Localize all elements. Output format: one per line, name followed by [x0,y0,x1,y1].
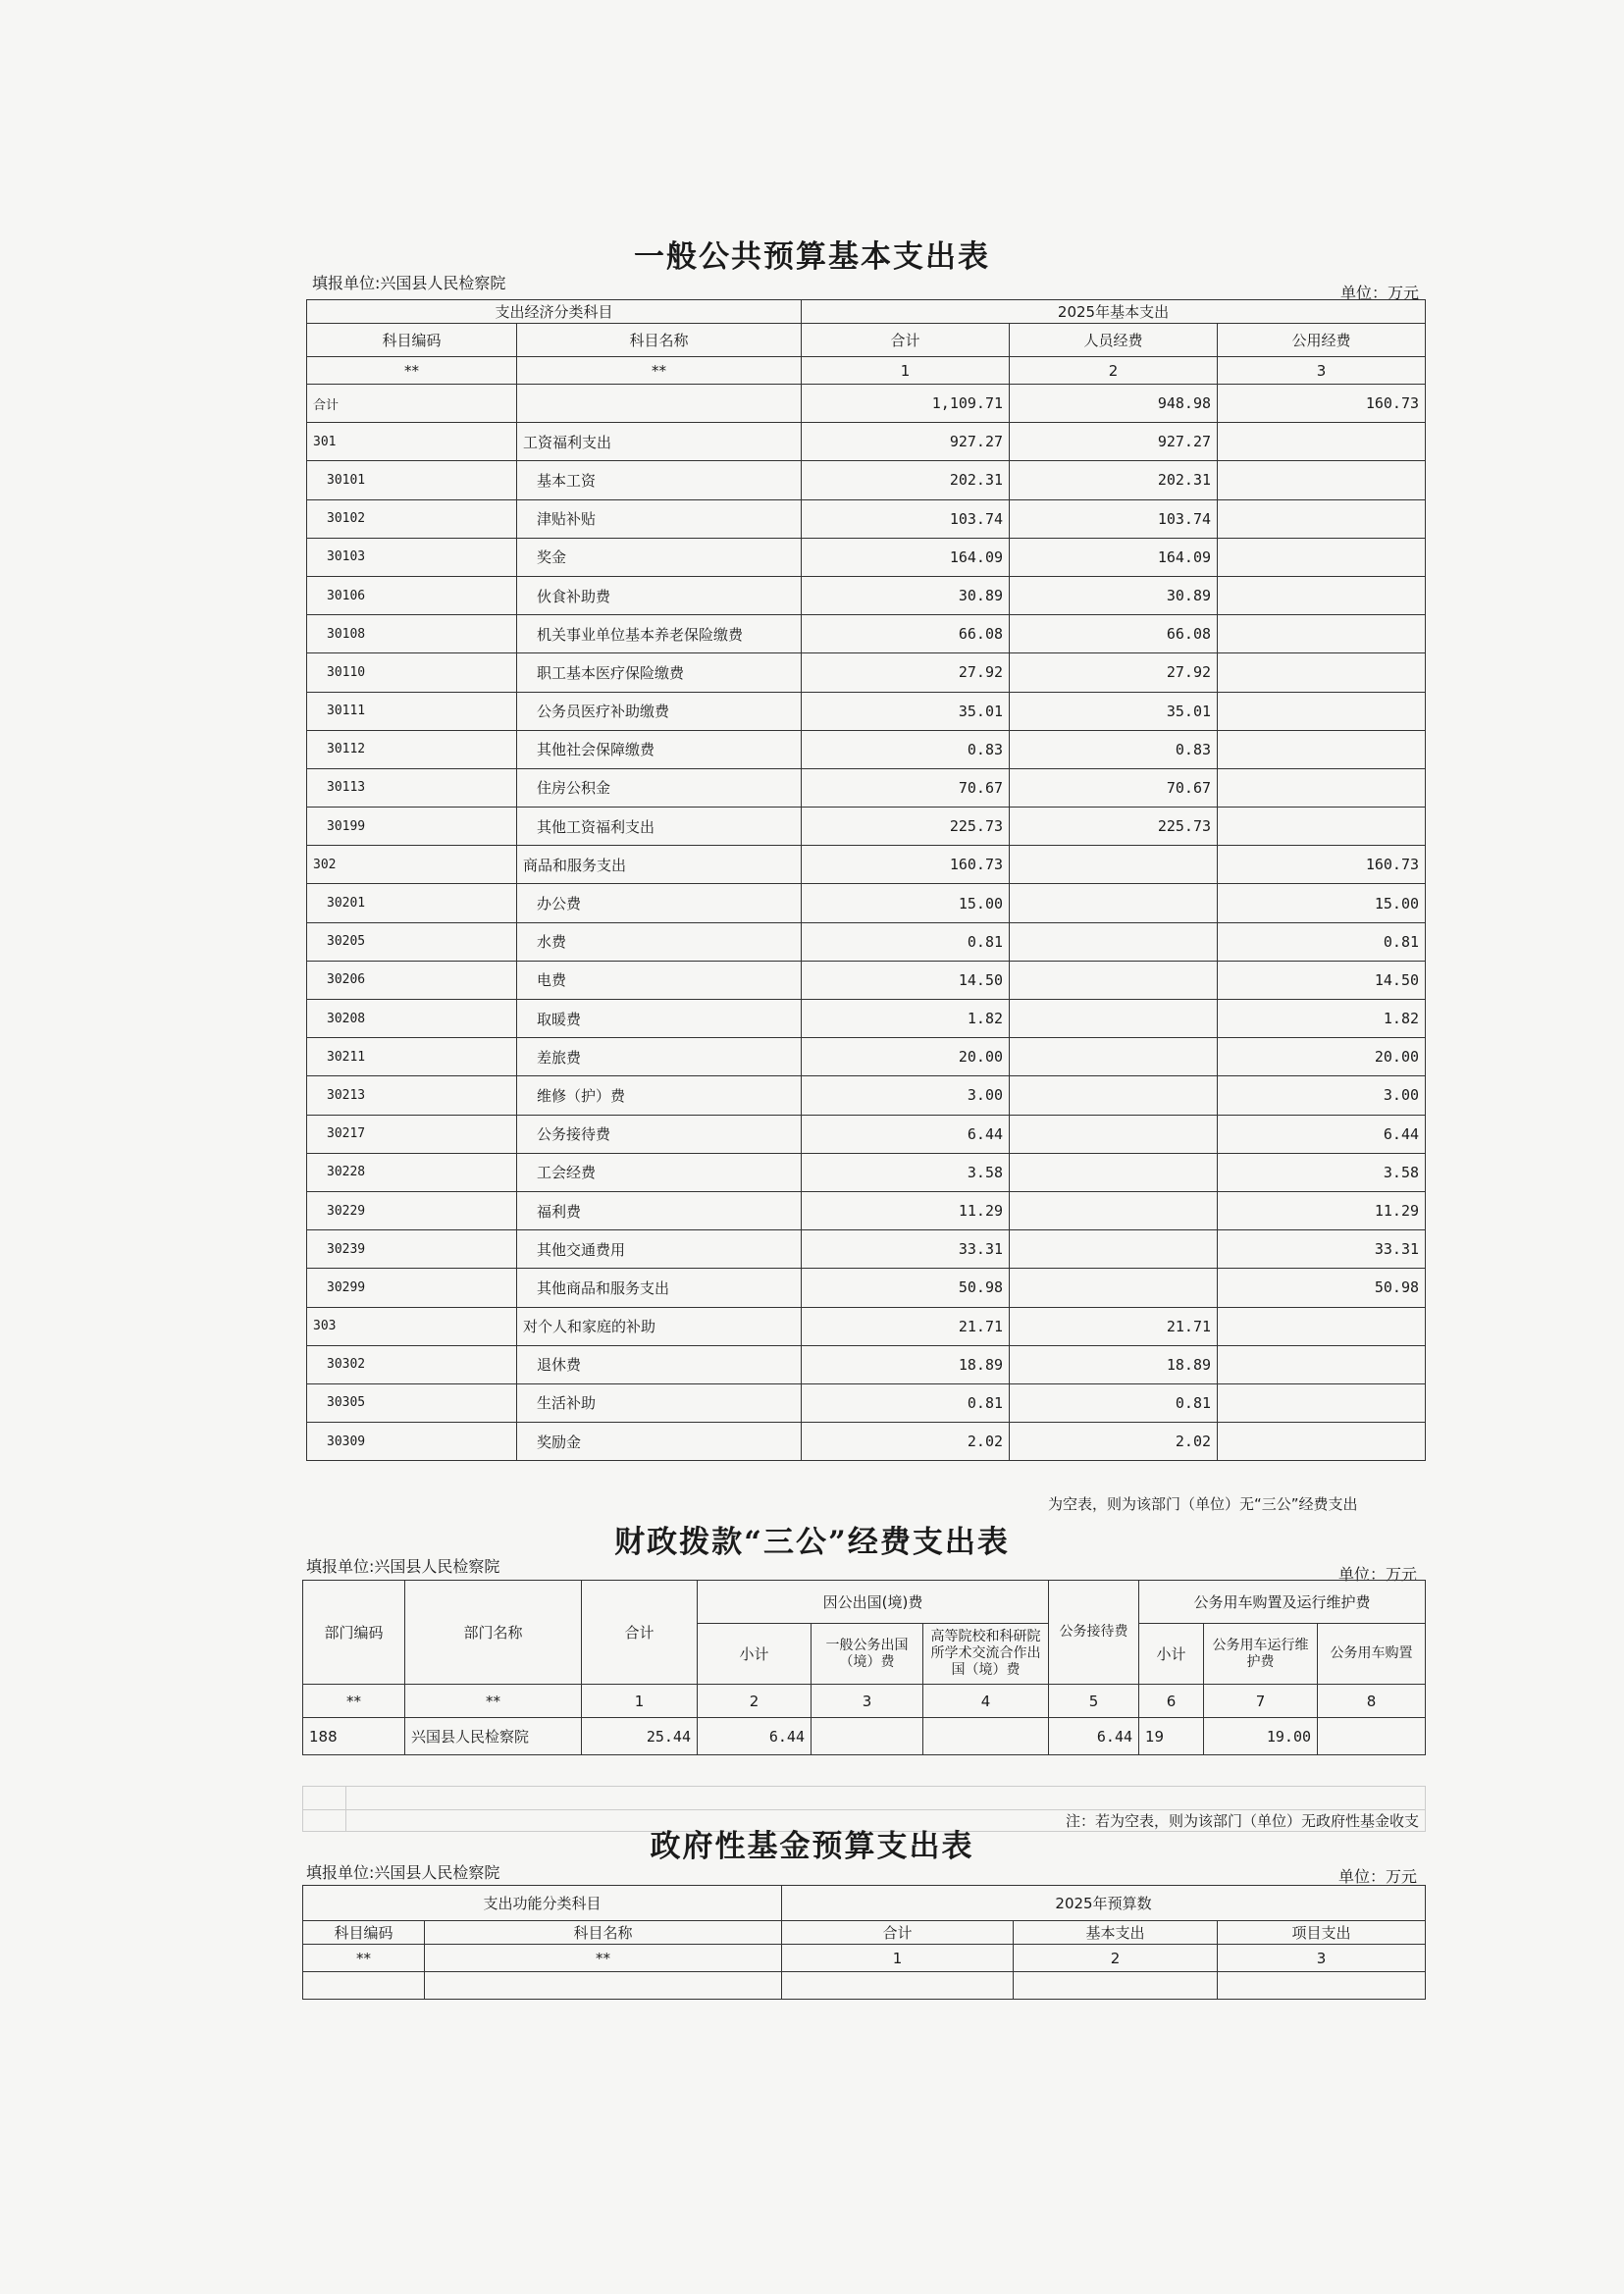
header-abroad-subtotal: 小计 [698,1624,812,1685]
subject-code: 30239 [307,1230,517,1269]
public-value: 3.58 [1218,1153,1426,1191]
personnel-value [1010,1230,1218,1269]
table3-title: 政府性基金预算支出表 [650,1829,974,1864]
index-2: 2 [1010,357,1218,385]
subject-name: 水费 [517,922,802,961]
total-value: 14.50 [802,961,1010,999]
public-value [1218,730,1426,768]
dept-code: 188 [303,1718,405,1755]
public-value: 1.82 [1218,1000,1426,1038]
public-value [1218,653,1426,692]
vehicle-purchase-value [1318,1718,1426,1755]
total-value: 21.71 [802,1307,1010,1345]
public-value [1218,1345,1426,1383]
table1-header-row-group [307,300,1426,324]
table-row [307,808,1426,846]
personnel-value: 66.08 [1010,615,1218,653]
table-row [307,922,1426,961]
subject-code: 合计 [307,385,517,423]
government-fund-budget-expenditure-table [302,1885,1426,2000]
subject-name: 退休费 [517,1345,802,1383]
public-value: 11.29 [1218,1191,1426,1229]
public-value: 0.81 [1218,922,1426,961]
public-value [1218,1423,1426,1461]
subject-code: 301 [307,423,517,461]
table3-empty-row [303,1972,1426,2000]
personnel-value [1010,884,1218,922]
subject-name: 职工基本医疗保险缴费 [517,653,802,692]
index-1: 1 [802,357,1010,385]
table2-header-row-1 [303,1581,1426,1624]
header-vehicle-operation: 公务用车运行维护费 [1204,1624,1318,1685]
abroad-subtotal-value: 6.44 [698,1718,812,1755]
total-value: 0.81 [802,922,1010,961]
empty-cell [425,1972,782,2000]
subject-name: 取暖费 [517,1000,802,1038]
personnel-value [1010,1076,1218,1115]
table-row [307,884,1426,922]
total-value: 11.29 [802,1191,1010,1229]
subject-name: 公务接待费 [517,1115,802,1153]
header-total: 合计 [582,1581,698,1685]
personnel-value: 35.01 [1010,692,1218,730]
personnel-value: 30.89 [1010,576,1218,614]
index-cell: 5 [1049,1685,1139,1718]
header-academic-abroad: 高等院校和科研院所学术交流合作出国（境）费 [923,1624,1049,1685]
table-row [307,653,1426,692]
table-row [307,1038,1426,1076]
header-basic-expenditure: 基本支出 [1014,1921,1218,1945]
total-value: 50.98 [802,1269,1010,1307]
table2-title: 财政拨款“三公”经费支出表 [614,1525,1010,1560]
public-value [1218,692,1426,730]
subject-name: 其他社会保障缴费 [517,730,802,768]
personnel-value: 0.83 [1010,730,1218,768]
vehicle-operation-value: 19.00 [1204,1718,1318,1755]
header-2025-budget: 2025年预算数 [782,1886,1426,1921]
header-subject-code: 科目编码 [303,1921,425,1945]
header-functional-classification: 支出功能分类科目 [303,1886,782,1921]
public-value [1218,1307,1426,1345]
subject-name: 工会经费 [517,1153,802,1191]
table1-header-row-columns [307,324,1426,357]
header-subject-name: 科目名称 [517,324,802,357]
subject-name: 其他工资福利支出 [517,808,802,846]
subject-name: 电费 [517,961,802,999]
table2-data-row [303,1718,1426,1755]
public-value [1218,808,1426,846]
public-value: 20.00 [1218,1038,1426,1076]
total-value: 70.67 [802,768,1010,807]
personnel-value [1010,1000,1218,1038]
table2-unit-org: 填报单位:兴国县人民检察院 [306,1557,500,1576]
subject-name: 办公费 [517,884,802,922]
index-3: 3 [1218,1945,1426,1972]
header-vehicle-purchase: 公务用车购置 [1318,1624,1426,1685]
table-row [307,615,1426,653]
table1-header-row-index [307,357,1426,385]
total-value: 2.02 [802,1423,1010,1461]
subject-code: 30309 [307,1423,517,1461]
subject-code: 30106 [307,576,517,614]
table-row [307,1345,1426,1383]
header-subject-name: 科目名称 [425,1921,782,1945]
subject-name: 福利费 [517,1191,802,1229]
total-value: 1.82 [802,1000,1010,1038]
index-cell: ** [303,1685,405,1718]
table-row [307,692,1426,730]
subject-code: 30199 [307,808,517,846]
index-cell: ** [405,1685,582,1718]
table3-header-row-index [303,1945,1426,1972]
table1-unit: 单位：万元 [1340,284,1420,302]
table1-title: 一般公共预算基本支出表 [634,239,990,275]
personnel-value: 18.89 [1010,1345,1218,1383]
header-total: 合计 [782,1921,1014,1945]
public-value [1218,461,1426,499]
note-band-row-1 [303,1787,1426,1810]
subject-code: 30229 [307,1191,517,1229]
personnel-value: 21.71 [1010,1307,1218,1345]
total-value: 3.58 [802,1153,1010,1191]
subject-code: 30206 [307,961,517,999]
public-value [1218,615,1426,653]
header-public-expenses: 公用经费 [1218,324,1426,357]
subject-name: 生活补助 [517,1383,802,1422]
personnel-value: 948.98 [1010,385,1218,423]
public-value [1218,423,1426,461]
personnel-value: 103.74 [1010,499,1218,538]
subject-name [517,385,802,423]
table-row [307,1230,1426,1269]
public-value [1218,499,1426,538]
subject-code: 30101 [307,461,517,499]
table-row [307,576,1426,614]
table2-index-row [303,1685,1426,1718]
subject-code: 30112 [307,730,517,768]
index-cell: 7 [1204,1685,1318,1718]
total-value: 927.27 [802,423,1010,461]
personnel-value [1010,922,1218,961]
subject-code: 30103 [307,538,517,576]
total-value: 6.44 [802,1115,1010,1153]
personnel-value: 2.02 [1010,1423,1218,1461]
subject-name: 差旅费 [517,1038,802,1076]
header-subject-code: 科目编码 [307,324,517,357]
index-cell: 3 [812,1685,923,1718]
public-value [1218,1383,1426,1422]
table-row [307,1076,1426,1115]
header-dept-name: 部门名称 [405,1581,582,1685]
public-value [1218,768,1426,807]
total-value: 66.08 [802,615,1010,653]
vehicle-subtotal-value: 19 [1139,1718,1204,1755]
index-cell: 8 [1318,1685,1426,1718]
total-value: 18.89 [802,1345,1010,1383]
table-row [307,423,1426,461]
header-vehicle-subtotal: 小计 [1139,1624,1204,1685]
general-abroad-value [812,1718,923,1755]
personnel-value: 225.73 [1010,808,1218,846]
total-value: 35.01 [802,692,1010,730]
header-total: 合计 [802,324,1010,357]
header-dept-code: 部门编码 [303,1581,405,1685]
personnel-value: 202.31 [1010,461,1218,499]
public-value: 6.44 [1218,1115,1426,1153]
subject-name: 奖励金 [517,1423,802,1461]
index-2: 2 [1014,1945,1218,1972]
total-value: 160.73 [802,846,1010,884]
table-row [307,1269,1426,1307]
index-cell: 4 [923,1685,1049,1718]
table3-header-row-group [303,1886,1426,1921]
table-row [307,1383,1426,1422]
total-value: 164.09 [802,538,1010,576]
empty-cell [1014,1972,1218,2000]
public-value: 3.00 [1218,1076,1426,1115]
personnel-value [1010,1115,1218,1153]
personnel-value [1010,961,1218,999]
table-row [307,385,1426,423]
subject-code: 30299 [307,1269,517,1307]
subject-name: 津贴补贴 [517,499,802,538]
total-value: 0.83 [802,730,1010,768]
empty-cell [303,1972,425,2000]
subject-name: 基本工资 [517,461,802,499]
public-value [1218,538,1426,576]
total-value: 15.00 [802,884,1010,922]
header-2025-basic-expenditure: 2025年基本支出 [802,300,1426,324]
table3-header-row-columns [303,1921,1426,1945]
table-row [307,461,1426,499]
personnel-value: 70.67 [1010,768,1218,807]
table-row [307,768,1426,807]
subject-code: 30228 [307,1153,517,1191]
subject-name: 对个人和家庭的补助 [517,1307,802,1345]
general-budget-basic-expenditure-table [306,299,1426,1461]
table3-unit: 单位：万元 [1338,1867,1418,1886]
academic-abroad-value [923,1718,1049,1755]
dept-name: 兴国县人民检察院 [405,1718,582,1755]
header-general-abroad: 一般公务出国（境）费 [812,1624,923,1685]
subject-code: 30213 [307,1076,517,1115]
table-row [307,730,1426,768]
header-reception-fees: 公务接待费 [1049,1581,1139,1685]
index-cell: 2 [698,1685,812,1718]
subject-code: 30201 [307,884,517,922]
table2-note: 为空表，则为该部门（单位）无“三公”经费支出 [1048,1495,1358,1513]
subject-name: 商品和服务支出 [517,846,802,884]
total-value: 30.89 [802,576,1010,614]
note-band-cell [303,1787,346,1810]
subject-name: 住房公积金 [517,768,802,807]
personnel-value [1010,1038,1218,1076]
subject-code: 302 [307,846,517,884]
subject-code: 30208 [307,1000,517,1038]
total-value: 103.74 [802,499,1010,538]
subject-code: 303 [307,1307,517,1345]
personnel-value: 0.81 [1010,1383,1218,1422]
index-code: ** [303,1945,425,1972]
public-value: 14.50 [1218,961,1426,999]
personnel-value: 27.92 [1010,653,1218,692]
subject-code: 30111 [307,692,517,730]
index-cell: 1 [582,1685,698,1718]
total-value: 1,109.71 [802,385,1010,423]
index-name: ** [517,357,802,385]
subject-name: 其他交通费用 [517,1230,802,1269]
subject-name: 伙食补助费 [517,576,802,614]
subject-code: 30217 [307,1115,517,1153]
index-name: ** [425,1945,782,1972]
total-value: 225.73 [802,808,1010,846]
total-value: 27.92 [802,653,1010,692]
public-value: 33.31 [1218,1230,1426,1269]
personnel-value [1010,1153,1218,1191]
subject-name: 其他商品和服务支出 [517,1269,802,1307]
subject-code: 30211 [307,1038,517,1076]
table3-note: 注：若为空表，则为该部门（单位）无政府性基金收支 [346,1810,1426,1832]
three-public-expenses-table [302,1580,1426,1755]
personnel-value: 164.09 [1010,538,1218,576]
empty-cell [782,1972,1014,2000]
index-cell: 6 [1139,1685,1204,1718]
subject-code: 30205 [307,922,517,961]
subject-code: 30302 [307,1345,517,1383]
subject-name: 公务员医疗补助缴费 [517,692,802,730]
header-personnel-expenses: 人员经费 [1010,324,1218,357]
subject-code: 30110 [307,653,517,692]
total-value: 33.31 [802,1230,1010,1269]
table1-unit-org: 填报单位:兴国县人民检察院 [312,274,506,292]
subject-code: 30108 [307,615,517,653]
total-value: 20.00 [802,1038,1010,1076]
personnel-value [1010,1269,1218,1307]
header-project-expenditure: 项目支出 [1218,1921,1426,1945]
table-row [307,846,1426,884]
public-value [1218,576,1426,614]
personnel-value: 927.27 [1010,423,1218,461]
subject-code: 30113 [307,768,517,807]
table-row [307,1153,1426,1191]
table-row [307,1423,1426,1461]
public-value: 15.00 [1218,884,1426,922]
table-row [307,538,1426,576]
total-value: 3.00 [802,1076,1010,1115]
table-row [307,1307,1426,1345]
header-abroad-fees: 因公出国(境)费 [698,1581,1049,1624]
subject-code: 30102 [307,499,517,538]
table-row [307,499,1426,538]
index-code: ** [307,357,517,385]
note-band-cell [346,1787,1426,1810]
table-row [307,1191,1426,1229]
public-value: 160.73 [1218,846,1426,884]
subject-code: 30305 [307,1383,517,1422]
reception-value: 6.44 [1049,1718,1139,1755]
index-3: 3 [1218,357,1426,385]
total-value: 202.31 [802,461,1010,499]
table3-unit-org: 填报单位:兴国县人民检察院 [306,1863,500,1882]
table-row [307,1000,1426,1038]
total-value: 25.44 [582,1718,698,1755]
total-value: 0.81 [802,1383,1010,1422]
table-row [307,1115,1426,1153]
table-row [307,961,1426,999]
personnel-value [1010,846,1218,884]
subject-name: 机关事业单位基本养老保险缴费 [517,615,802,653]
subject-name: 工资福利支出 [517,423,802,461]
header-economic-classification: 支出经济分类科目 [307,300,802,324]
subject-name: 维修（护）费 [517,1076,802,1115]
subject-name: 奖金 [517,538,802,576]
empty-cell [1218,1972,1426,2000]
public-value: 50.98 [1218,1269,1426,1307]
index-1: 1 [782,1945,1014,1972]
personnel-value [1010,1191,1218,1229]
header-vehicle-fees: 公务用车购置及运行维护费 [1139,1581,1426,1624]
table2-unit: 单位：万元 [1338,1565,1418,1584]
public-value: 160.73 [1218,385,1426,423]
